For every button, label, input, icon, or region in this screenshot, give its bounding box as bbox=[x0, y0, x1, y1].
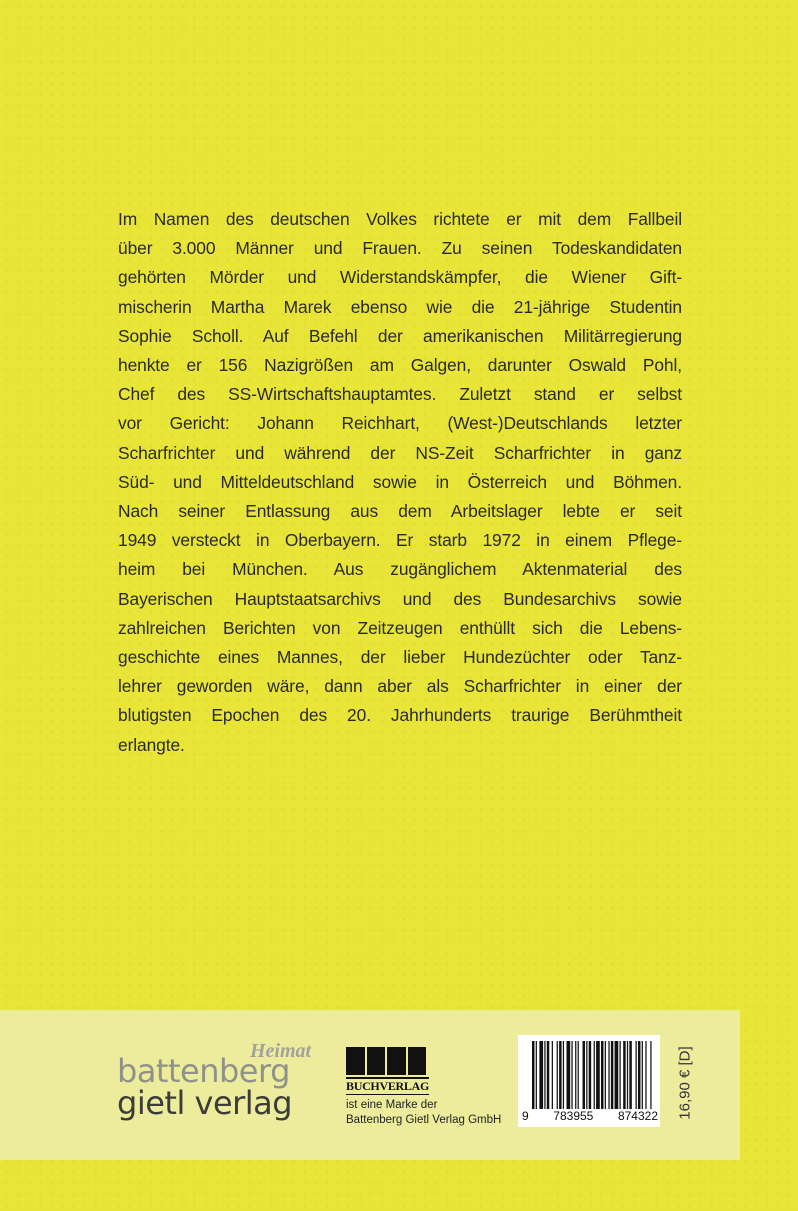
barcode-bar bbox=[539, 1041, 543, 1109]
barcode-bar bbox=[645, 1041, 646, 1109]
barcode-bar bbox=[586, 1041, 587, 1109]
blurb-line: erlangte. bbox=[118, 734, 185, 755]
barcode-bar bbox=[615, 1041, 619, 1109]
blurb-line: zahlreichen Berichten von Zeitzeugen enthüllt sich die Lebens- bbox=[118, 617, 682, 638]
barcode-bar bbox=[650, 1041, 651, 1109]
imprint-note-line2: Battenberg Gietl Verlag GmbH bbox=[346, 1114, 502, 1126]
barcode-bar bbox=[589, 1041, 591, 1109]
barcode-bar bbox=[559, 1041, 561, 1109]
barcode-bar bbox=[557, 1041, 558, 1109]
publisher-tag: Heimat bbox=[250, 1040, 312, 1062]
barcode-bar bbox=[638, 1041, 640, 1109]
blurb-line: Nach seiner Entlassung aus dem Arbeitslager lebte er seit bbox=[118, 501, 682, 522]
blurb-line: geschichte eines Mannes, der lieber Hundezüchter oder Tanz- bbox=[118, 647, 682, 668]
back-cover-blurb bbox=[118, 205, 682, 760]
blurb-line: henkte er 156 Nazigrößen am Galgen, darunter Oswald Pohl, bbox=[118, 355, 682, 376]
price-label bbox=[672, 1036, 698, 1130]
barcode-bar bbox=[611, 1041, 613, 1109]
barcode-bar bbox=[623, 1041, 625, 1109]
imprint-mark-icon bbox=[346, 1047, 426, 1075]
blurb-line: lehrer geworden wäre, dann aber als Scharfrichter in einer der bbox=[118, 676, 682, 697]
blurb-line: blutigsten Epochen des 20. Jahrhunderts traurige Berühmtheit bbox=[118, 705, 682, 726]
price-text: 16,90 € [D] bbox=[676, 1046, 694, 1120]
blurb-line: über 3.000 Männer und Frauen. Zu seinen Todeskandidaten bbox=[118, 238, 682, 259]
barcode-bar bbox=[629, 1041, 631, 1109]
publisher-name-line2: gietl verlag bbox=[117, 1084, 293, 1122]
barcode-bar bbox=[544, 1041, 545, 1109]
blurb-line: Süd- und Mitteldeutschland sowie in Österreich und Böhmen. bbox=[118, 471, 682, 492]
blurb-line: Bayerischen Hauptstaatsarchivs und des Bundesarchivs sowie bbox=[118, 588, 682, 609]
blurb-line: vor Gericht: Johann Reichhart, (West-)Deutschlands letzter bbox=[118, 413, 682, 434]
barcode-bar bbox=[547, 1041, 549, 1109]
barcode-bar bbox=[605, 1041, 606, 1109]
imprint-brand: BUCHVERLAG bbox=[346, 1079, 430, 1093]
blurb-line: Sophie Scholl. Auf Befehl der amerikanischen Militärregierung bbox=[118, 325, 682, 346]
blurb-line: heim bei München. Aus zugänglichem Aktenmaterial des bbox=[118, 559, 682, 580]
barcode-bar bbox=[619, 1041, 620, 1109]
blurb-line: Im Namen des deutschen Volkes richtete er mit dem Fallbeil bbox=[118, 209, 682, 229]
barcode-icon bbox=[532, 1041, 654, 1109]
blurb-line: Chef des SS-Wirtschaftshauptamtes. Zuletzt stand er selbst bbox=[118, 384, 682, 405]
imprint-block bbox=[346, 1047, 516, 1137]
barcode-bar bbox=[596, 1041, 600, 1109]
barcode-digit-group: 874322 bbox=[617, 1109, 658, 1123]
barcode-bar bbox=[532, 1041, 534, 1109]
blurb-line: mischerin Martha Marek ebenso wie die 21-jährige Studentin bbox=[118, 296, 682, 317]
blurb-line: Scharfrichter und während der NS-Zeit Scharfrichter in ganz bbox=[118, 442, 682, 463]
publisher-name-line1: battenberg bbox=[117, 1052, 290, 1090]
barcode-bar bbox=[552, 1041, 553, 1109]
barcode-bar bbox=[578, 1041, 579, 1109]
barcode-bar bbox=[567, 1041, 571, 1109]
barcode-digit-group: 783955 bbox=[553, 1109, 594, 1123]
barcode-bar bbox=[636, 1041, 637, 1109]
barcode-bar bbox=[594, 1041, 595, 1109]
barcode-bar bbox=[608, 1041, 609, 1109]
publisher-logo bbox=[117, 1040, 327, 1130]
barcode-bar bbox=[642, 1041, 643, 1109]
blurb-line: gehörten Mörder und Widerstandskämpfer, die Wiener Gift- bbox=[118, 267, 682, 288]
blurb-line: 1949 versteckt in Oberbayern. Er starb 1972 in einem Pflege- bbox=[118, 530, 682, 551]
barcode-bar bbox=[575, 1041, 576, 1109]
barcode-bar bbox=[627, 1041, 628, 1109]
barcode-bar bbox=[536, 1041, 537, 1109]
barcode-bar bbox=[571, 1041, 572, 1109]
barcode-digits bbox=[522, 1109, 658, 1123]
isbn-barcode bbox=[518, 1035, 660, 1127]
imprint-note bbox=[346, 1098, 516, 1128]
imprint-note-line1: ist eine Marke der bbox=[346, 1099, 438, 1111]
barcode-bar bbox=[601, 1041, 603, 1109]
barcode-bar bbox=[563, 1041, 564, 1109]
barcode-digit-group: 9 bbox=[522, 1109, 529, 1123]
barcode-bar bbox=[583, 1041, 585, 1109]
